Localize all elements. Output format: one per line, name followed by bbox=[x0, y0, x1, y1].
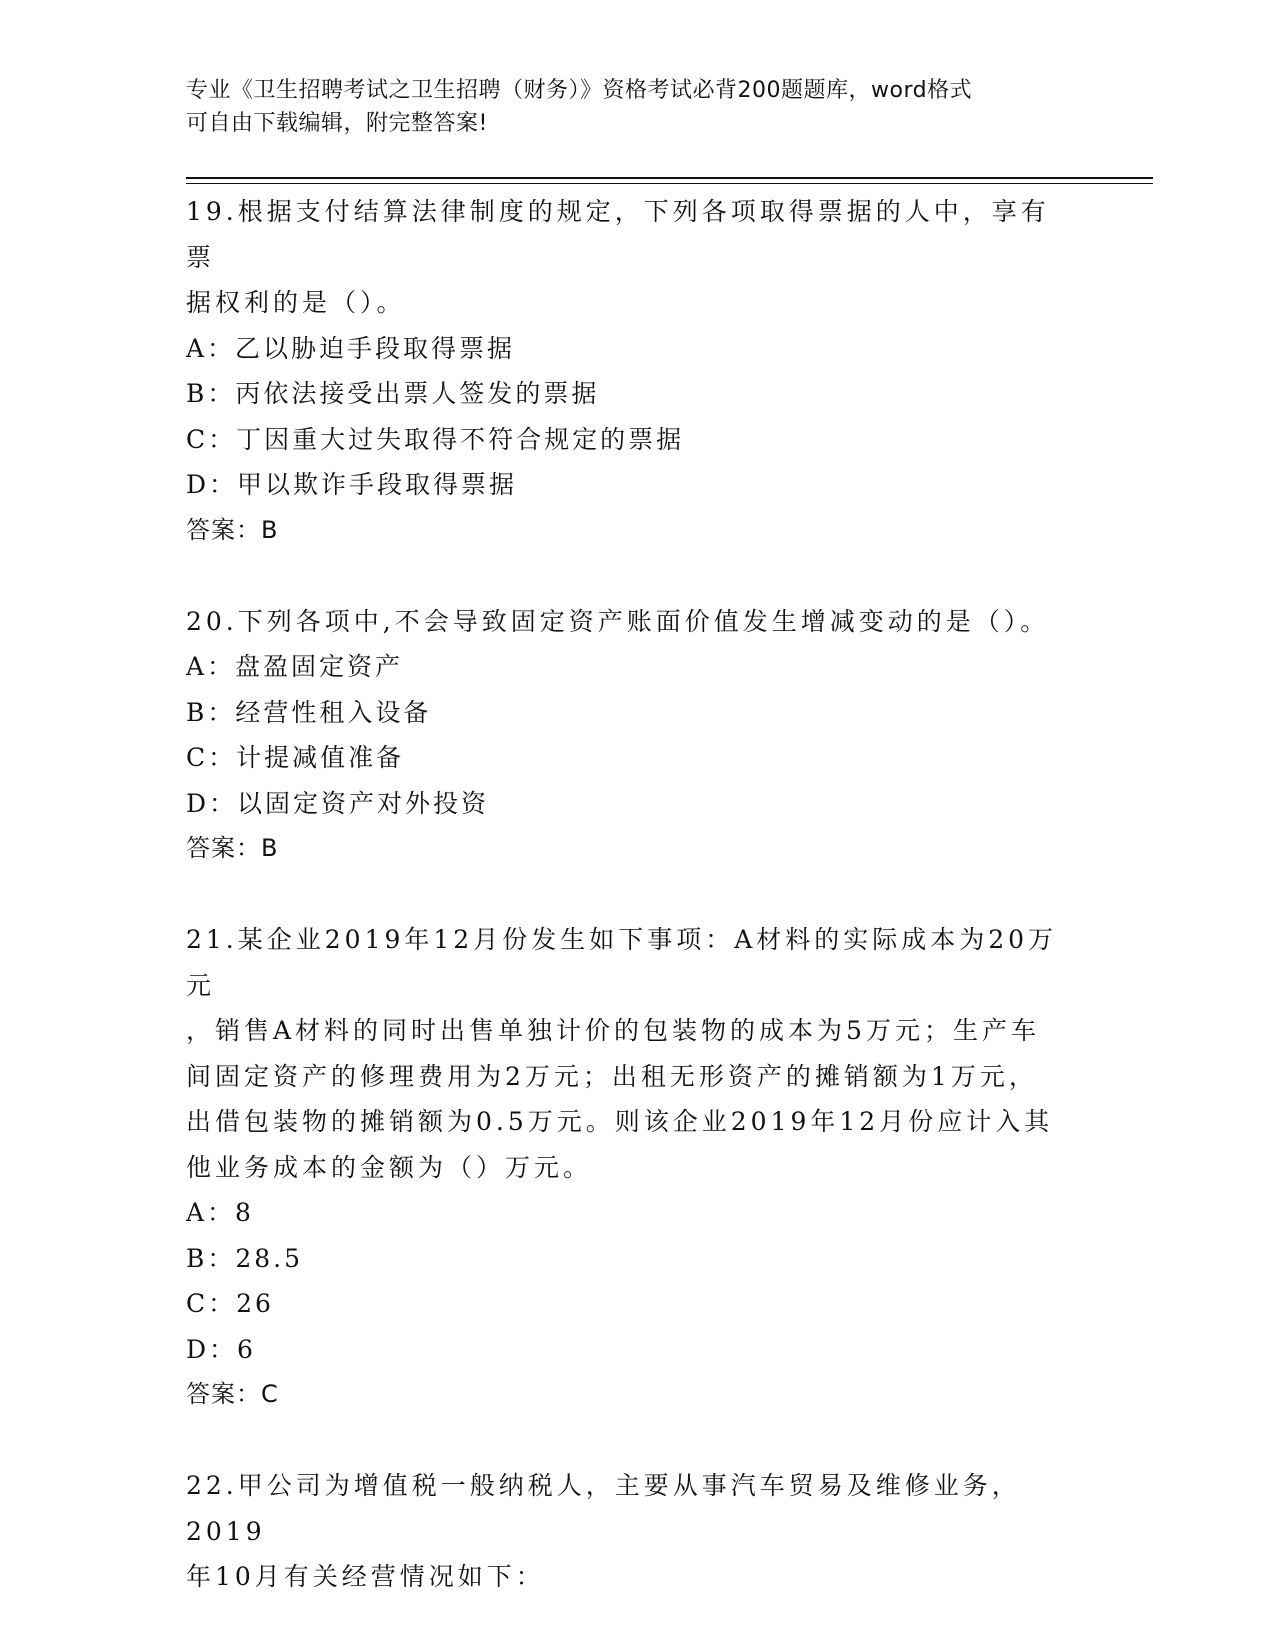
question-stem-line: 据权利的是（）。 bbox=[186, 288, 406, 317]
question-stem-line: 19.根据支付结算法律制度的规定，下列各项取得票据的人中，享有票 bbox=[186, 197, 1050, 272]
question-stem-line: 他业务成本的金额为（）万元。 bbox=[186, 1152, 593, 1182]
option-d: D：以固定资产对外投资 bbox=[186, 788, 490, 818]
header-line-2: 可自由下载编辑，附完整答案! bbox=[186, 111, 488, 136]
option-b: B：丙依法接受出票人签发的票据 bbox=[186, 379, 600, 408]
question-stem-line: 年10月有关经营情况如下： bbox=[186, 1562, 545, 1591]
question-stem-line: 22.甲公司为增值税一般纳税人，主要从事汽车贸易及维修业务，2019 bbox=[186, 1471, 1021, 1546]
answer: 答案：B bbox=[186, 834, 279, 862]
header-divider-thin bbox=[186, 183, 1153, 184]
option-c: C：丁因重大过失取得不符合规定的票据 bbox=[186, 424, 685, 454]
question-20 bbox=[186, 599, 1076, 872]
question-22 bbox=[186, 1463, 1076, 1600]
header-divider-thick bbox=[186, 177, 1153, 179]
answer: 答案：B bbox=[186, 515, 279, 544]
option-c: C：26 bbox=[186, 1289, 274, 1318]
option-d: D：甲以欺诈手段取得票据 bbox=[186, 470, 518, 499]
question-spacer bbox=[186, 872, 1076, 918]
question-21 bbox=[186, 917, 1076, 1418]
question-list bbox=[186, 189, 1076, 1600]
option-c: C：计提减值准备 bbox=[186, 743, 405, 772]
document-header bbox=[186, 74, 1066, 140]
option-a: A：8 bbox=[186, 1198, 254, 1227]
option-a: A：盘盈固定资产 bbox=[186, 652, 404, 681]
option-b: B：经营性租入设备 bbox=[186, 697, 432, 727]
answer: 答案：C bbox=[186, 1380, 279, 1408]
question-stem-line: 21.某企业2019年12月份发生如下事项：A材料的实际成本为20万元 bbox=[186, 925, 1058, 1000]
question-19 bbox=[186, 189, 1076, 553]
question-spacer bbox=[186, 553, 1076, 599]
option-a: A：乙以胁迫手段取得票据 bbox=[186, 333, 516, 363]
question-stem-line: 20.下列各项中,不会导致固定资产账面价值发生增减变动的是（）。 bbox=[186, 606, 1050, 636]
question-spacer bbox=[186, 1418, 1076, 1464]
header-line-1: 专业《卫生招聘考试之卫生招聘（财务）》资格考试必背200题题库，word格式 bbox=[186, 78, 973, 103]
option-b: B：28.5 bbox=[186, 1243, 304, 1273]
question-stem-line: ，销售A材料的同时出售单独计价的包装物的成本为5万元；生产车 bbox=[186, 1016, 1040, 1045]
option-d: D：6 bbox=[186, 1334, 256, 1364]
question-stem-line: 间固定资产的修理费用为2万元；出租无形资产的摊销额为1万元， bbox=[186, 1061, 1038, 1091]
question-stem-line: 出借包装物的摊销额为0.5万元。则该企业2019年12月份应计入其 bbox=[186, 1107, 1054, 1136]
